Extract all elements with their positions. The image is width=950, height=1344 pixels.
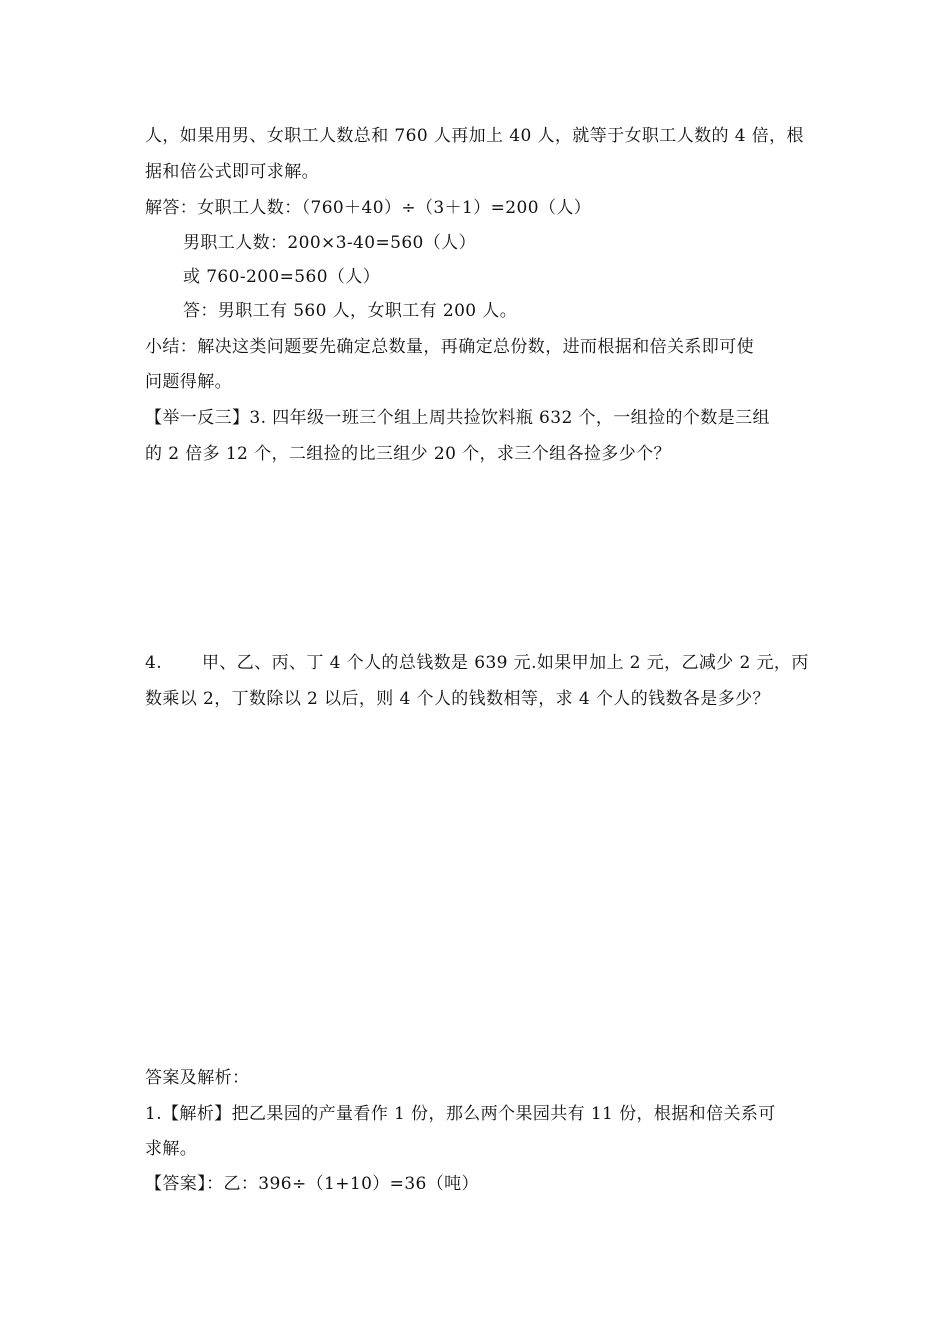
answer-1-line-2: 求解。: [145, 1139, 198, 1159]
problem-3-line-2: 的 2 倍多 12 个，二组捡的比三组少 20 个，求三个组各捡多少个？: [145, 444, 671, 464]
problem-4-number: 4.: [145, 653, 163, 673]
solution-line-4: 答：男职工有 560 人，女职工有 200 人。: [183, 301, 518, 321]
solution-line-2: 男职工人数：200×3-40=560（人）: [183, 233, 476, 253]
answer-1-line-1: 1.【解析】把乙果园的产量看作 1 份，那么两个果园共有 11 份，根据和倍关系可: [145, 1104, 776, 1124]
summary-line-1: 小结：解决这类问题要先确定总数量，再确定总份数，进而根据和倍关系即可使: [145, 337, 754, 357]
answers-heading: 答案及解析：: [145, 1068, 250, 1088]
solution-line-1: 解答：女职工人数：（760＋40）÷（3＋1）=200（人）: [145, 198, 592, 218]
answer-1-line-3: 【答案】：乙：396÷（1+10）=36（吨）: [145, 1174, 479, 1194]
problem-4-line-1: 甲、乙、丙、丁 4 个人的总钱数是 639 元.如果甲加上 2 元，乙减少 2 元，丙: [202, 653, 809, 673]
intro-line-1: 人，如果用男、女职工人数总和 760 人再加上 40 人，就等于女职工人数的 4 倍，根: [145, 126, 804, 146]
intro-line-2: 据和倍公式即可求解。: [145, 162, 319, 182]
solution-line-3: 或 760-200=560（人）: [183, 267, 381, 287]
summary-line-2: 问题得解。: [145, 372, 232, 392]
problem-3-line-1: 【举一反三】3. 四年级一班三个组上周共捡饮料瓶 632 个，一组捡的个数是三组: [145, 408, 770, 428]
problem-4-line-2: 数乘以 2，丁数除以 2 以后，则 4 个人的钱数相等，求 4 个人的钱数各是多少？: [145, 689, 770, 709]
